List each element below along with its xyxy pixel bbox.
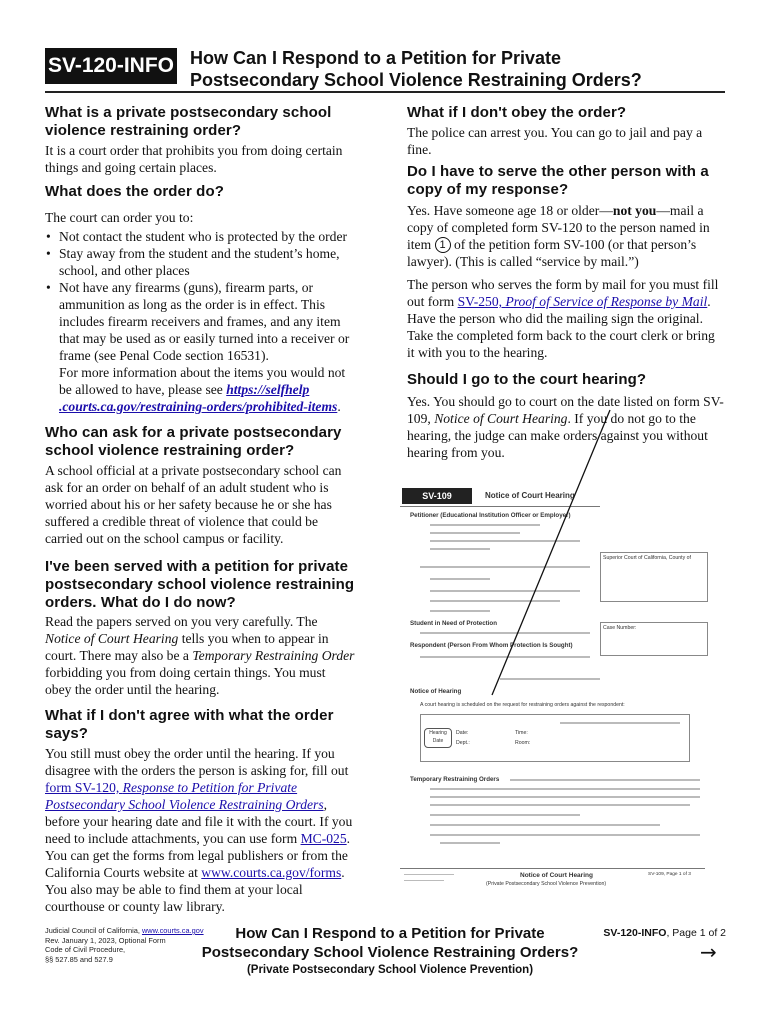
section-who-can-ask bbox=[45, 424, 355, 547]
section-heading: What if I don't agree with what the order says? bbox=[45, 707, 334, 742]
thumb-form-title: Notice of Court Hearing bbox=[485, 491, 575, 500]
footer-title: How Can I Respond to a Petition for Private Postsecondary School Violence Restraining Orders? bbox=[201, 925, 579, 961]
section-heading: I've been served with a petition for private postsecondary school violence restraining orders. What do I do now? bbox=[45, 558, 355, 611]
next-page-arrow-icon[interactable]: → bbox=[700, 940, 717, 964]
footer-subtitle: (Private Postsecondary School Violence Prevention) bbox=[246, 964, 534, 976]
footer-citation: Judicial Council of California, www.courts.ca.gov Rev. January 1, 2023, Optional Form Code of Civil Procedure, §§ 527.85 and 527.9 bbox=[45, 926, 204, 964]
thumb-hearing-date-label: Hearing Date bbox=[424, 728, 452, 748]
section-serve-response bbox=[407, 163, 725, 361]
form-mc025-link[interactable]: MC-025 bbox=[300, 831, 347, 846]
thumb-section-2: Student in Need of Protection bbox=[410, 620, 497, 627]
form-sv250-link[interactable]: SV-250, Proof of Service of Response by Mail bbox=[457, 294, 708, 309]
thumb-court-box: Superior Court of California, County of bbox=[600, 552, 708, 602]
thumb-form-id: SV-109 bbox=[402, 488, 472, 504]
thumb-section-4-text: A court hearing is scheduled on the request for restraining orders against the respondent: bbox=[420, 702, 625, 708]
section-disobey bbox=[407, 104, 725, 158]
section-text: Read the papers served on you very carefully. The Notice of Court Hearing tells you when to appear in court. There may also be a Temporary Restraining Order forbidding you from doing certain things. You must obey the order until the hearing. bbox=[45, 614, 355, 697]
form-sv120-link[interactable]: form SV-120, Response to Petition for Private Postsecondary School Violence Restraining Orders bbox=[45, 780, 324, 812]
thumb-section-3: Respondent (Person From Whom Protection Is Sought) bbox=[410, 642, 573, 649]
prohibited-items-link[interactable]: https://selfhelp .courts.ca.gov/restraining-orders/prohibited-items bbox=[59, 382, 338, 414]
page-title bbox=[190, 47, 750, 91]
thumb-section-4: Notice of Hearing bbox=[410, 688, 462, 695]
thumb-footer-sub: (Private Postsecondary School Violence Prevention) bbox=[486, 881, 607, 887]
section-what-is-order bbox=[45, 104, 355, 176]
section-been-served bbox=[45, 558, 355, 698]
section-heading: Do I have to serve the other person with a copy of my response? bbox=[407, 163, 709, 198]
page-title-line1: How Can I Respond to a Petition for Private bbox=[190, 48, 562, 68]
section-text: Yes. You should go to court on the date listed on form SV-109, Notice of Court Hearing. If you do not go to the hearing, the judge can make orders against you without hearing from you. bbox=[407, 394, 724, 460]
thumb-case-box: Case Number: bbox=[600, 622, 708, 656]
section-what-order-does bbox=[45, 183, 355, 415]
section-text: The police can arrest you. You can go to jail and pay a fine. bbox=[407, 125, 703, 157]
courts-link[interactable]: www.courts.ca.gov bbox=[141, 926, 204, 935]
thumb-footer-id: SV-109, Page 1 of 3 bbox=[648, 872, 691, 877]
section-text: The court can order you to: bbox=[45, 210, 194, 225]
thumb-footer-rule bbox=[400, 868, 705, 869]
section-text: The person who serves the form by mail for you must fill out form SV-250, Proof of Service of Response by Mail. Have the person who did the mailing sign the original. Take the completed form back to the court clerk or bring it with you to the hearing. bbox=[407, 277, 719, 360]
section-heading: What does the order do? bbox=[45, 183, 224, 200]
list-item: • Not have any firearms (guns), firearm parts, or ammunition as long as the order is in effect. This includes firearm receivers and frames, and any item that may be used as or easily turned into a receiver or frame (see Penal Code section 16531). For more information about the items you would not be allowed to have, please see https://selfhelp .courts.ca.gov/restraining-orders/prohibited-items. bbox=[45, 279, 355, 415]
page-number: SV-120-INFO, Page 1 of 2 bbox=[603, 927, 726, 939]
thumb-section-1: Petitioner (Educational Institution Officer or Employer) bbox=[410, 512, 571, 519]
section-disagree bbox=[45, 707, 355, 915]
section-text: Yes. Have someone age 18 or older—not you—mail a copy of completed form SV-120 to the person named in item 1 of the petition form SV-100 (or that person’s lawyer). (This is called “service by mail.”) bbox=[407, 203, 710, 269]
section-text: You still must obey the order until the hearing. If you disagree with the orders the person is asking for, fill out form SV-120, Response to Petition for Private Postsecondary School Violence Restraining Orders, before your hearing date and file it with the court. If you need to include attachments, you can use form MC-025. You can get the forms from legal publishers or from the California Courts website at www.courts.ca.gov/forms. You also may be able to find them at your local courthouse or county law library. bbox=[45, 746, 353, 914]
item-number-circle: 1 bbox=[435, 237, 451, 253]
section-text: It is a court order that prohibits you from doing certain things and going certain places. bbox=[45, 143, 343, 175]
list-item: • Not contact the student who is protected by the order bbox=[45, 228, 355, 245]
section-text: A school official at a private postsecondary school can ask for an order on behalf of an adult student who is worried about his or her safety because he or she has suffered a credible threat of violence that could be carried out on the school campus or facility. bbox=[45, 463, 342, 546]
section-heading: What is a private postsecondary school violence restraining order? bbox=[45, 104, 332, 139]
pointer-line bbox=[480, 400, 620, 700]
sv109-form-thumbnail: SV-109 Notice of Court Hearing Petitioner (Educational Institution Officer or Employer) Student in Need of Protection Respondent (Person From Whom Protection Is Sought) Superior Court of California, County of Case Number: Notice of Hearing A court hearing is scheduled on the request for restraining orders against the respondent: Hearing Date Date: Dept.: Time: Room: Temporary Restraining Orders Notice of Court Hearing (Private Postsecondary School Violence Prevention) SV-109, Page 1 of 3 bbox=[400, 482, 712, 897]
section-heading: What if I don't obey the order? bbox=[407, 104, 627, 121]
section-heading: Who can ask for a private postsecondary school violence restraining order? bbox=[45, 424, 342, 459]
section-heading: Should I go to the court hearing? bbox=[407, 371, 647, 388]
page-title-line2: Postsecondary School Violence Restraining Orders? bbox=[190, 70, 642, 90]
header-divider bbox=[45, 91, 725, 93]
courts-forms-link[interactable]: www.courts.ca.gov/forms bbox=[201, 865, 342, 880]
form-id-badge: SV-120-INFO bbox=[45, 48, 177, 84]
thumb-footer-title: Notice of Court Hearing bbox=[520, 872, 593, 879]
order-list bbox=[45, 228, 355, 415]
thumb-section-5: Temporary Restraining Orders bbox=[410, 776, 500, 783]
list-item: • Stay away from the student and the student’s home, school, and other places bbox=[45, 245, 355, 279]
